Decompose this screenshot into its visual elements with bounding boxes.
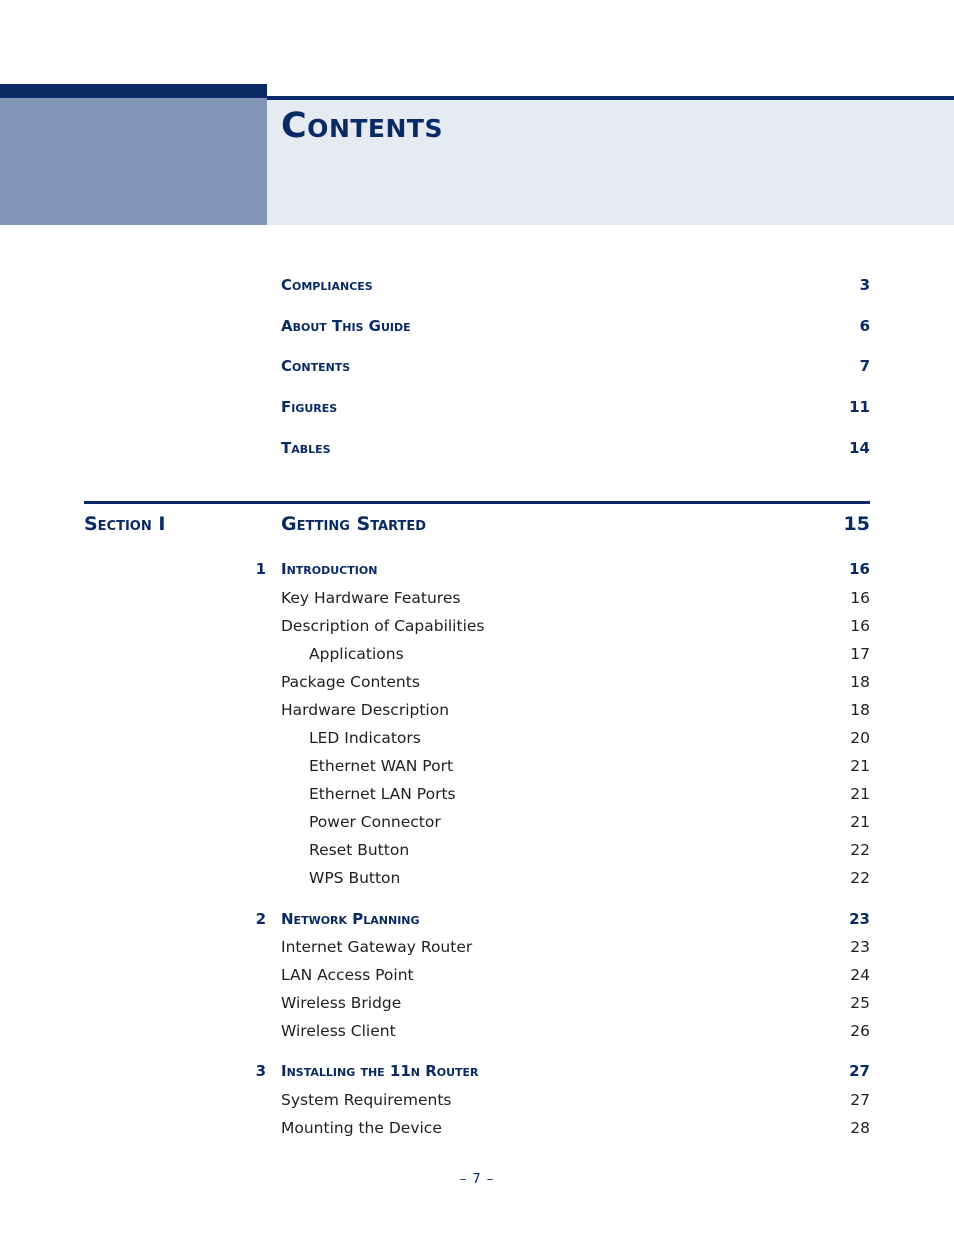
toc-entry[interactable] <box>0 1089 954 1111</box>
toc-entry-label: Key Hardware Features <box>281 589 461 607</box>
toc-entry[interactable] <box>0 671 954 693</box>
toc-entry-label: Description of Capabilities <box>281 617 485 635</box>
toc-entry-page: 28 <box>850 1119 870 1137</box>
toc-entry-label: Compliances <box>281 276 373 294</box>
toc-entry-figures[interactable] <box>0 396 954 418</box>
page-number-footer: – 7 – <box>459 1172 495 1187</box>
toc-entry-page: 17 <box>850 645 870 663</box>
toc-entry-label: Internet Gateway Router <box>281 938 473 956</box>
chapter-heading-introduction[interactable] <box>0 558 954 580</box>
toc-entry-label: Contents <box>281 357 351 375</box>
toc-entry-page: 14 <box>849 439 870 457</box>
toc-entry[interactable] <box>0 964 954 986</box>
chapter-page: 23 <box>849 910 870 928</box>
toc-entry-label: Reset Button <box>309 841 410 859</box>
toc-entry[interactable] <box>0 1020 954 1042</box>
toc-entry-page: 23 <box>850 938 870 956</box>
toc-entry-label: Package Contents <box>281 673 420 691</box>
chapter-title: Network Planning <box>281 910 420 928</box>
toc-subentry[interactable] <box>0 783 954 805</box>
toc-entry-page: 24 <box>850 966 870 984</box>
toc-entry-compliances[interactable] <box>0 274 954 296</box>
section-heading[interactable] <box>0 511 954 537</box>
toc-entry-page: 21 <box>850 785 870 803</box>
toc-entry-label: Ethernet WAN Port <box>309 757 454 775</box>
toc-entry-label: Hardware Description <box>281 701 450 719</box>
toc-entry-label: WPS Button <box>309 869 401 887</box>
section-page: 15 <box>843 513 870 535</box>
toc-entry-page: 22 <box>850 869 870 887</box>
toc-entry-label: Ethernet LAN Ports <box>309 785 456 803</box>
toc-entry-page: 6 <box>859 317 870 335</box>
toc-entry-page: 16 <box>850 589 870 607</box>
header-left-block <box>0 98 267 225</box>
chapter-heading-installing-the-11n-router[interactable] <box>0 1060 954 1082</box>
toc-entry-page: 11 <box>849 398 870 416</box>
toc-subentry[interactable] <box>0 755 954 777</box>
toc-entry-page: 21 <box>850 813 870 831</box>
toc-entry-page: 18 <box>850 701 870 719</box>
toc-entry-page: 16 <box>850 617 870 635</box>
chapter-number: 2 <box>255 910 266 928</box>
header-left-bar <box>0 84 267 98</box>
toc-subentry[interactable] <box>0 811 954 833</box>
toc-entry-page: 25 <box>850 994 870 1012</box>
section-label: Section I <box>84 513 166 535</box>
toc-entry[interactable] <box>0 587 954 609</box>
toc-entry-page: 27 <box>850 1091 870 1109</box>
toc-entry-about-this-guide[interactable] <box>0 315 954 337</box>
chapter-number: 1 <box>255 560 266 578</box>
toc-entry-label: Tables <box>281 439 331 457</box>
toc-entry[interactable] <box>0 699 954 721</box>
toc-subentry[interactable] <box>0 727 954 749</box>
toc-entry[interactable] <box>0 992 954 1014</box>
toc-subentry[interactable] <box>0 839 954 861</box>
toc-entry[interactable] <box>0 1117 954 1139</box>
section-rule <box>84 501 870 504</box>
chapter-page: 16 <box>849 560 870 578</box>
toc-entry-page: 7 <box>859 357 870 375</box>
toc-entry-label: LED Indicators <box>309 729 421 747</box>
toc-entry-page: 20 <box>850 729 870 747</box>
chapter-number: 3 <box>255 1062 266 1080</box>
toc-entry-tables[interactable] <box>0 437 954 459</box>
toc-entry-label: About This Guide <box>281 317 411 335</box>
toc-entry-page: 3 <box>859 276 870 294</box>
section-title: Getting Started <box>281 513 427 535</box>
chapter-page: 27 <box>849 1062 870 1080</box>
toc-entry-label: LAN Access Point <box>281 966 414 984</box>
toc-entry-page: 18 <box>850 673 870 691</box>
toc-entry-page: 26 <box>850 1022 870 1040</box>
toc-subentry[interactable] <box>0 867 954 889</box>
toc-entry-label: Mounting the Device <box>281 1119 442 1137</box>
toc-entry-label: Wireless Client <box>281 1022 396 1040</box>
chapter-title: Introduction <box>281 560 378 578</box>
toc-entry[interactable] <box>0 615 954 637</box>
toc-entry-contents[interactable] <box>0 355 954 377</box>
toc-entry-label: Applications <box>309 645 404 663</box>
toc-entry-page: 22 <box>850 841 870 859</box>
chapter-title: Installing the 11n Router <box>281 1062 479 1080</box>
toc-entry-label: Wireless Bridge <box>281 994 402 1012</box>
page-title: Contents <box>281 106 443 146</box>
toc-entry-label: Figures <box>281 398 338 416</box>
toc-subentry[interactable] <box>0 643 954 665</box>
chapter-heading-network-planning[interactable] <box>0 908 954 930</box>
toc-entry-label: Power Connector <box>309 813 441 831</box>
toc-entry-label: System Requirements <box>281 1091 452 1109</box>
toc-entry-page: 21 <box>850 757 870 775</box>
toc-entry[interactable] <box>0 936 954 958</box>
